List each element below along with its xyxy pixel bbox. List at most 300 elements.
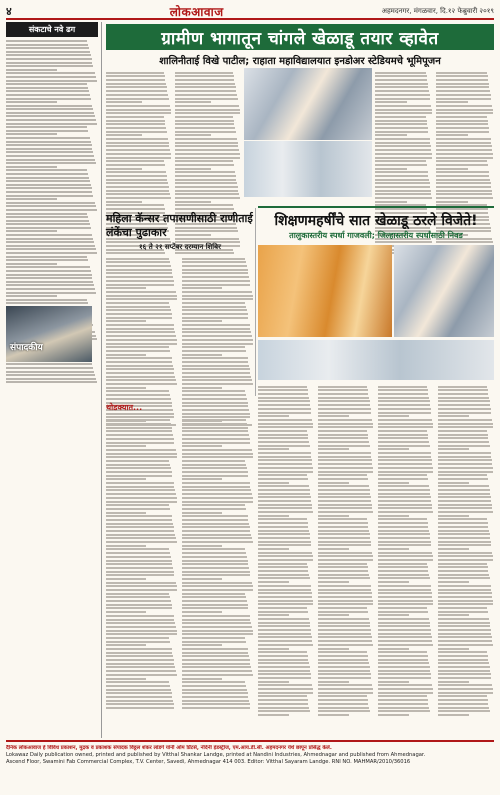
text-line bbox=[182, 361, 248, 363]
text-line bbox=[378, 544, 431, 546]
text-line bbox=[258, 618, 309, 620]
text-line bbox=[175, 204, 233, 206]
text-line bbox=[258, 397, 309, 399]
text-line bbox=[258, 434, 308, 436]
text-line bbox=[182, 423, 247, 425]
text-line bbox=[378, 426, 433, 428]
text-line bbox=[378, 423, 433, 425]
text-line bbox=[436, 75, 488, 77]
text-line bbox=[182, 430, 248, 432]
text-line bbox=[438, 636, 492, 638]
text-line bbox=[106, 619, 174, 621]
text-line bbox=[6, 119, 96, 121]
text-line bbox=[106, 670, 176, 672]
text-line bbox=[438, 600, 493, 602]
text-line bbox=[378, 496, 431, 498]
text-line bbox=[438, 430, 487, 432]
text-line bbox=[6, 54, 91, 56]
text-line bbox=[182, 700, 249, 702]
text-line bbox=[106, 449, 176, 451]
text-line bbox=[375, 186, 430, 188]
text-line bbox=[6, 274, 92, 276]
text-line bbox=[258, 459, 312, 461]
text-line bbox=[6, 288, 95, 290]
text-line bbox=[258, 648, 289, 650]
text-line bbox=[258, 559, 313, 561]
text-line bbox=[6, 83, 87, 85]
text-line bbox=[106, 269, 172, 271]
text-line bbox=[378, 404, 430, 406]
text-line bbox=[106, 475, 172, 477]
text-line bbox=[378, 437, 428, 439]
text-line bbox=[182, 689, 247, 691]
text-line bbox=[182, 427, 248, 429]
text-line bbox=[438, 441, 489, 443]
text-line bbox=[106, 681, 169, 683]
text-line bbox=[438, 585, 491, 587]
text-line bbox=[182, 582, 252, 584]
text-line bbox=[106, 442, 174, 444]
text-line bbox=[258, 603, 313, 605]
text-line bbox=[106, 394, 170, 396]
brief-text-col1 bbox=[106, 414, 178, 711]
text-line bbox=[6, 177, 89, 179]
text-line bbox=[182, 537, 252, 539]
text-line bbox=[182, 320, 222, 322]
text-line bbox=[378, 515, 409, 517]
text-line bbox=[258, 437, 308, 439]
text-line bbox=[378, 400, 430, 402]
text-line bbox=[182, 346, 245, 348]
text-line bbox=[436, 138, 491, 140]
text-line bbox=[106, 317, 172, 319]
text-line bbox=[182, 258, 245, 260]
text-line bbox=[318, 456, 371, 458]
text-line bbox=[6, 195, 93, 197]
text-line bbox=[318, 684, 372, 686]
text-line bbox=[258, 400, 310, 402]
text-line bbox=[182, 313, 248, 315]
text-line bbox=[6, 227, 91, 229]
text-line bbox=[318, 397, 369, 399]
text-line bbox=[438, 581, 469, 583]
text-line bbox=[182, 434, 249, 436]
text-line bbox=[318, 474, 367, 476]
text-line bbox=[106, 512, 146, 514]
text-line bbox=[6, 94, 90, 96]
text-line bbox=[106, 390, 169, 392]
text-line bbox=[318, 559, 373, 561]
text-line bbox=[106, 700, 173, 702]
text-line bbox=[375, 72, 426, 74]
text-line bbox=[436, 182, 491, 184]
text-line bbox=[436, 149, 492, 151]
text-line bbox=[375, 149, 431, 151]
text-line bbox=[378, 555, 433, 557]
text-line bbox=[106, 604, 172, 606]
text-line bbox=[175, 116, 233, 118]
text-line bbox=[378, 474, 427, 476]
text-line bbox=[106, 419, 170, 421]
text-line bbox=[106, 526, 174, 528]
text-line bbox=[182, 652, 248, 654]
text-line bbox=[378, 574, 429, 576]
text-line bbox=[182, 438, 250, 440]
text-line bbox=[106, 486, 174, 488]
text-line bbox=[258, 448, 289, 450]
text-line bbox=[438, 618, 489, 620]
text-line bbox=[318, 710, 370, 712]
text-line bbox=[182, 350, 246, 352]
text-line bbox=[182, 442, 250, 444]
text-line bbox=[106, 182, 168, 184]
text-line bbox=[318, 640, 372, 642]
text-line bbox=[182, 641, 246, 643]
text-line bbox=[318, 426, 373, 428]
text-line bbox=[106, 430, 172, 432]
text-line bbox=[436, 79, 488, 81]
text-line bbox=[258, 651, 307, 653]
text-line bbox=[436, 175, 489, 177]
text-line bbox=[438, 504, 492, 506]
text-line bbox=[318, 611, 368, 613]
text-line bbox=[6, 270, 91, 272]
text-line bbox=[6, 234, 92, 236]
text-line bbox=[438, 552, 492, 554]
text-line bbox=[438, 452, 491, 454]
text-line bbox=[375, 79, 427, 81]
text-line bbox=[378, 434, 428, 436]
text-line bbox=[106, 324, 174, 326]
text-line bbox=[378, 633, 431, 635]
text-line bbox=[258, 408, 311, 410]
text-line bbox=[436, 105, 492, 107]
text-line bbox=[6, 252, 97, 254]
text-line bbox=[318, 592, 372, 594]
text-line bbox=[378, 636, 432, 638]
text-line bbox=[375, 120, 427, 122]
text-line bbox=[438, 404, 490, 406]
text-line bbox=[106, 548, 169, 550]
text-line bbox=[182, 504, 245, 506]
text-line bbox=[182, 512, 222, 514]
text-line bbox=[438, 673, 491, 675]
text-line bbox=[318, 603, 373, 605]
text-line bbox=[182, 298, 253, 300]
text-line bbox=[106, 589, 177, 591]
text-line bbox=[378, 504, 432, 506]
text-line bbox=[318, 493, 370, 495]
text-line bbox=[258, 714, 289, 716]
text-line bbox=[378, 485, 429, 487]
text-line bbox=[106, 272, 172, 274]
text-line bbox=[175, 157, 240, 159]
text-line bbox=[106, 489, 175, 491]
text-line bbox=[175, 179, 236, 181]
brief-text-col2 bbox=[182, 414, 254, 711]
text-line bbox=[106, 309, 171, 311]
text-line bbox=[175, 123, 234, 125]
text-line bbox=[375, 86, 428, 88]
text-line bbox=[375, 201, 407, 203]
text-line bbox=[318, 530, 369, 532]
text-line bbox=[318, 482, 349, 484]
text-line bbox=[175, 105, 239, 107]
text-line bbox=[182, 368, 250, 370]
text-line bbox=[182, 619, 250, 621]
text-line bbox=[438, 533, 490, 535]
text-line bbox=[258, 707, 309, 709]
text-line bbox=[106, 313, 172, 315]
text-line bbox=[378, 408, 431, 410]
text-line bbox=[438, 651, 487, 653]
text-line bbox=[182, 287, 222, 289]
text-line bbox=[6, 130, 88, 132]
text-line bbox=[6, 62, 92, 64]
text-line bbox=[106, 696, 172, 698]
text-line bbox=[318, 518, 367, 520]
text-line bbox=[106, 101, 142, 103]
text-line bbox=[258, 574, 309, 576]
text-line bbox=[106, 530, 174, 532]
text-line bbox=[182, 622, 251, 624]
text-line bbox=[106, 471, 172, 473]
text-line bbox=[106, 460, 169, 462]
text-line bbox=[318, 552, 372, 554]
text-line bbox=[175, 171, 235, 173]
text-line bbox=[6, 151, 93, 153]
text-line bbox=[378, 559, 433, 561]
text-line bbox=[436, 86, 489, 88]
text-line bbox=[318, 614, 349, 616]
text-line bbox=[6, 126, 87, 128]
text-line bbox=[378, 389, 428, 391]
text-line bbox=[6, 220, 89, 222]
text-line bbox=[6, 187, 92, 189]
text-line bbox=[6, 230, 57, 232]
text-line bbox=[318, 673, 371, 675]
text-line bbox=[438, 393, 488, 395]
text-line bbox=[175, 86, 236, 88]
text-line bbox=[106, 582, 176, 584]
text-line bbox=[378, 500, 431, 502]
text-line bbox=[182, 574, 250, 576]
text-line bbox=[438, 655, 488, 657]
text-line bbox=[6, 299, 87, 301]
imprint-footer bbox=[6, 740, 494, 766]
text-line bbox=[182, 644, 222, 646]
text-line bbox=[6, 155, 94, 157]
text-line bbox=[378, 552, 432, 554]
text-line bbox=[182, 707, 250, 709]
text-line bbox=[106, 335, 176, 337]
text-line bbox=[258, 629, 311, 631]
text-line bbox=[375, 105, 431, 107]
text-line bbox=[258, 548, 289, 550]
text-line bbox=[106, 467, 171, 469]
text-line bbox=[182, 365, 249, 367]
text-line bbox=[106, 339, 177, 341]
text-line bbox=[436, 190, 492, 192]
text-line bbox=[6, 209, 97, 211]
text-line bbox=[106, 160, 164, 162]
text-line bbox=[106, 383, 177, 385]
text-line bbox=[175, 252, 234, 254]
text-line bbox=[106, 464, 170, 466]
text-line bbox=[258, 463, 312, 465]
text-line bbox=[6, 69, 57, 71]
text-line bbox=[258, 677, 311, 679]
text-line bbox=[318, 625, 370, 627]
text-line bbox=[182, 291, 252, 293]
text-line bbox=[182, 460, 245, 462]
text-line bbox=[258, 577, 310, 579]
text-line bbox=[182, 589, 253, 591]
text-line bbox=[6, 144, 92, 146]
text-line bbox=[318, 659, 368, 661]
text-line bbox=[182, 453, 253, 455]
text-line bbox=[378, 603, 433, 605]
text-line bbox=[6, 108, 93, 110]
text-line bbox=[6, 80, 97, 82]
masthead bbox=[6, 4, 494, 20]
text-line bbox=[258, 415, 289, 417]
text-line bbox=[175, 153, 240, 155]
text-line bbox=[182, 379, 252, 381]
text-line bbox=[106, 127, 166, 129]
text-line bbox=[175, 197, 240, 199]
text-line bbox=[438, 419, 492, 421]
text-line bbox=[258, 412, 311, 414]
text-line bbox=[106, 478, 146, 480]
text-line bbox=[438, 695, 487, 697]
text-line bbox=[106, 357, 172, 359]
text-line bbox=[438, 592, 492, 594]
text-line bbox=[182, 302, 245, 304]
text-line bbox=[438, 448, 469, 450]
text-line bbox=[438, 397, 489, 399]
text-line bbox=[318, 633, 371, 635]
text-line bbox=[438, 426, 493, 428]
text-line bbox=[258, 611, 308, 613]
text-line bbox=[106, 593, 169, 595]
text-line bbox=[438, 463, 492, 465]
text-line bbox=[106, 343, 177, 345]
text-line bbox=[6, 198, 57, 200]
text-line bbox=[182, 571, 250, 573]
text-line bbox=[438, 670, 490, 672]
text-line bbox=[438, 515, 469, 517]
text-line bbox=[375, 109, 432, 111]
text-line bbox=[438, 389, 488, 391]
text-line bbox=[438, 456, 491, 458]
sports-subheadline: तालुकास्तरीय स्पर्धा गाजवली; जिल्हास्तरीय स्पर्धांसाठी निवड bbox=[289, 231, 463, 240]
text-line bbox=[375, 123, 427, 125]
text-line bbox=[438, 563, 487, 565]
text-line bbox=[106, 287, 146, 289]
text-line bbox=[106, 552, 170, 554]
text-line bbox=[378, 710, 430, 712]
text-line bbox=[6, 44, 88, 46]
text-line bbox=[438, 699, 488, 701]
text-line bbox=[106, 346, 169, 348]
text-line bbox=[182, 560, 248, 562]
text-line bbox=[175, 90, 236, 92]
text-line bbox=[378, 482, 409, 484]
text-line bbox=[6, 216, 88, 218]
text-line bbox=[258, 518, 307, 520]
text-line bbox=[378, 397, 429, 399]
text-line bbox=[318, 703, 368, 705]
text-line bbox=[375, 75, 427, 77]
text-line bbox=[438, 622, 490, 624]
text-line bbox=[438, 640, 492, 642]
lead-subheadline: शालिनीताई विखे पाटील; राहाता महाविद्यालयात इनडोअर स्टेडियमचे भूमिपूजन bbox=[159, 56, 441, 67]
text-line bbox=[182, 394, 246, 396]
text-line bbox=[182, 523, 249, 525]
text-line bbox=[378, 463, 432, 465]
text-line bbox=[318, 389, 368, 391]
text-line bbox=[378, 651, 427, 653]
text-line bbox=[182, 489, 251, 491]
text-line bbox=[106, 350, 170, 352]
text-line bbox=[106, 186, 169, 188]
text-line bbox=[106, 578, 146, 580]
text-line bbox=[6, 58, 92, 60]
text-line bbox=[258, 393, 308, 395]
text-line bbox=[106, 674, 177, 676]
text-line bbox=[318, 408, 371, 410]
text-line bbox=[438, 589, 491, 591]
text-line bbox=[375, 127, 428, 129]
text-line bbox=[175, 138, 237, 140]
text-line bbox=[258, 404, 310, 406]
text-line bbox=[375, 171, 428, 173]
text-line bbox=[258, 681, 289, 683]
text-line bbox=[182, 607, 248, 609]
text-line bbox=[106, 585, 177, 587]
text-line bbox=[438, 548, 469, 550]
text-line bbox=[436, 157, 493, 159]
text-line bbox=[175, 94, 237, 96]
text-line bbox=[258, 537, 310, 539]
text-line bbox=[106, 145, 169, 147]
text-line bbox=[378, 607, 427, 609]
text-line bbox=[438, 485, 489, 487]
text-line bbox=[106, 534, 175, 536]
text-line bbox=[182, 493, 252, 495]
text-line bbox=[6, 371, 94, 373]
text-line bbox=[182, 261, 246, 263]
text-line bbox=[378, 703, 428, 705]
text-line bbox=[106, 556, 171, 558]
text-line bbox=[6, 169, 87, 171]
lead-headline-banner bbox=[106, 24, 494, 50]
text-line bbox=[106, 149, 170, 151]
text-line bbox=[182, 630, 253, 632]
text-line bbox=[6, 166, 57, 168]
text-line bbox=[318, 681, 349, 683]
text-line bbox=[182, 703, 250, 705]
text-line bbox=[378, 625, 430, 627]
text-line bbox=[6, 112, 94, 114]
text-line bbox=[6, 184, 91, 186]
text-line bbox=[318, 471, 373, 473]
text-line bbox=[318, 651, 367, 653]
text-line bbox=[375, 168, 407, 170]
text-line bbox=[258, 541, 311, 543]
imprint-line-1: दैनिक लोकआवाज हे विविध प्रकाशन, मुद्रक व प्रकाशक संपादक विठ्ठल शंकर लांडगे यांनी ओम प्रिंटर्स, नंदिनी इंडस्ट्रीज, एम.आय.डी.सी. अहमदनगर येथे छापून प्रसिद्ध केले. bbox=[6, 745, 332, 751]
